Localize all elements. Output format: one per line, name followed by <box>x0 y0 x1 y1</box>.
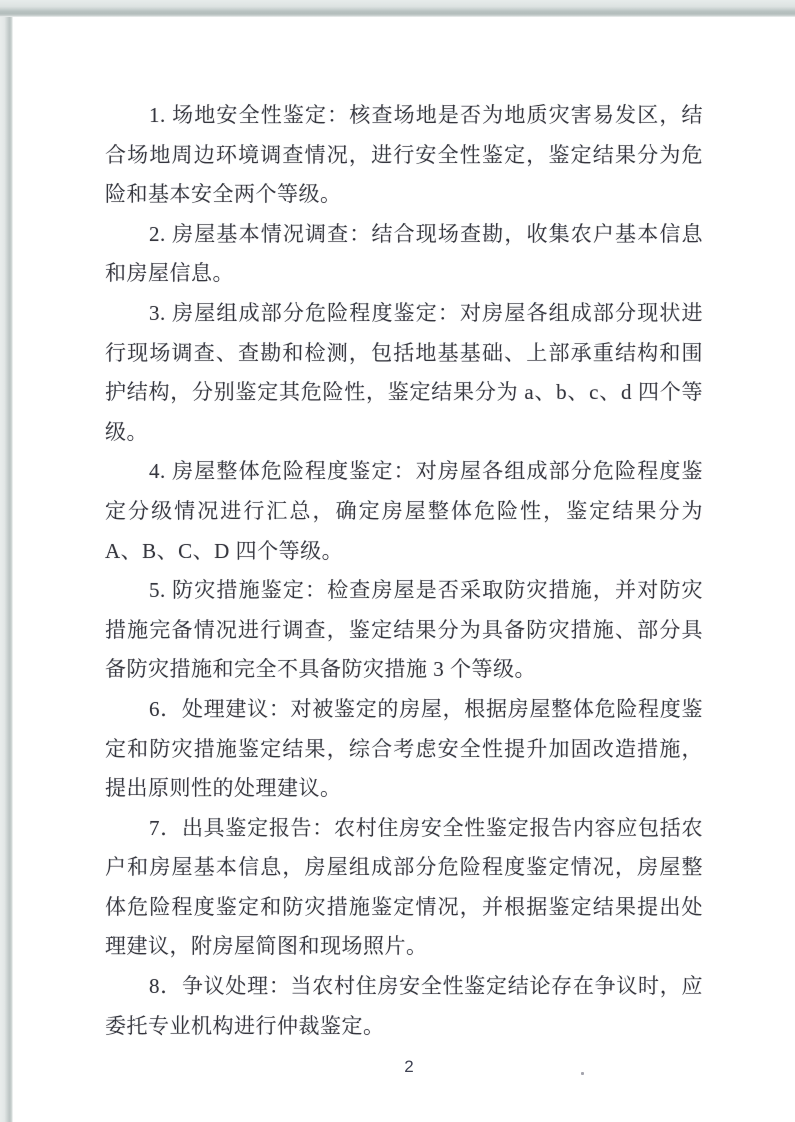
scan-edge-top <box>0 0 795 17</box>
paragraph: 7．出具鉴定报告：农村住房安全性鉴定报告内容应包括农户和房屋基本信息，房屋组成部分危险程度鉴定情况，房屋整体危险程度鉴定和防灾措施鉴定情况，并根据鉴定结果提出处理建议，附房屋简图和现场照片。 <box>105 815 703 959</box>
document-body <box>105 96 703 1046</box>
paragraph: 6．处理建议：对被鉴定的房屋，根据房屋整体危险程度鉴定和防灾措施鉴定结果，综合考虑安全性提升加固改造措施，提出原则性的处理建议。 <box>105 696 703 801</box>
paragraph: 2. 房屋基本情况调查：结合现场查勘，收集农户基本信息和房屋信息。 <box>105 221 703 286</box>
paragraph: 5. 防灾措施鉴定：检查房屋是否采取防灾措施，并对防灾措施完备情况进行调查，鉴定结果分为具备防灾措施、部分具备防灾措施和完全不具备防灾措施 3 个等级。 <box>105 578 703 682</box>
paragraph: 4. 房屋整体危险程度鉴定：对房屋各组成部分危险程度鉴定分级情况进行汇总，确定房屋整体危险性，鉴定结果分为 A、B、C、D 四个等级。 <box>105 459 703 563</box>
paragraph: 8．争议处理：当农村住房安全性鉴定结论存在争议时，应委托专业机构进行仲裁鉴定。 <box>105 974 703 1038</box>
paragraph: 3. 房屋组成部分危险程度鉴定：对房屋各组成部分现状进行现场调查、查勘和检测，包括地基基础、上部承重结构和围护结构，分别鉴定其危险性，鉴定结果分为 a、b、c、d 四个等级。 <box>105 300 703 444</box>
scan-edge-left <box>0 0 13 1122</box>
scan-speck-artifact <box>581 1072 584 1075</box>
page-number: 2 <box>404 1057 414 1076</box>
paragraph: 1. 场地安全性鉴定：核查场地是否为地质灾害易发区，结合场地周边环境调查情况，进行安全性鉴定，鉴定结果分为危险和基本安全两个等级。 <box>105 103 703 207</box>
